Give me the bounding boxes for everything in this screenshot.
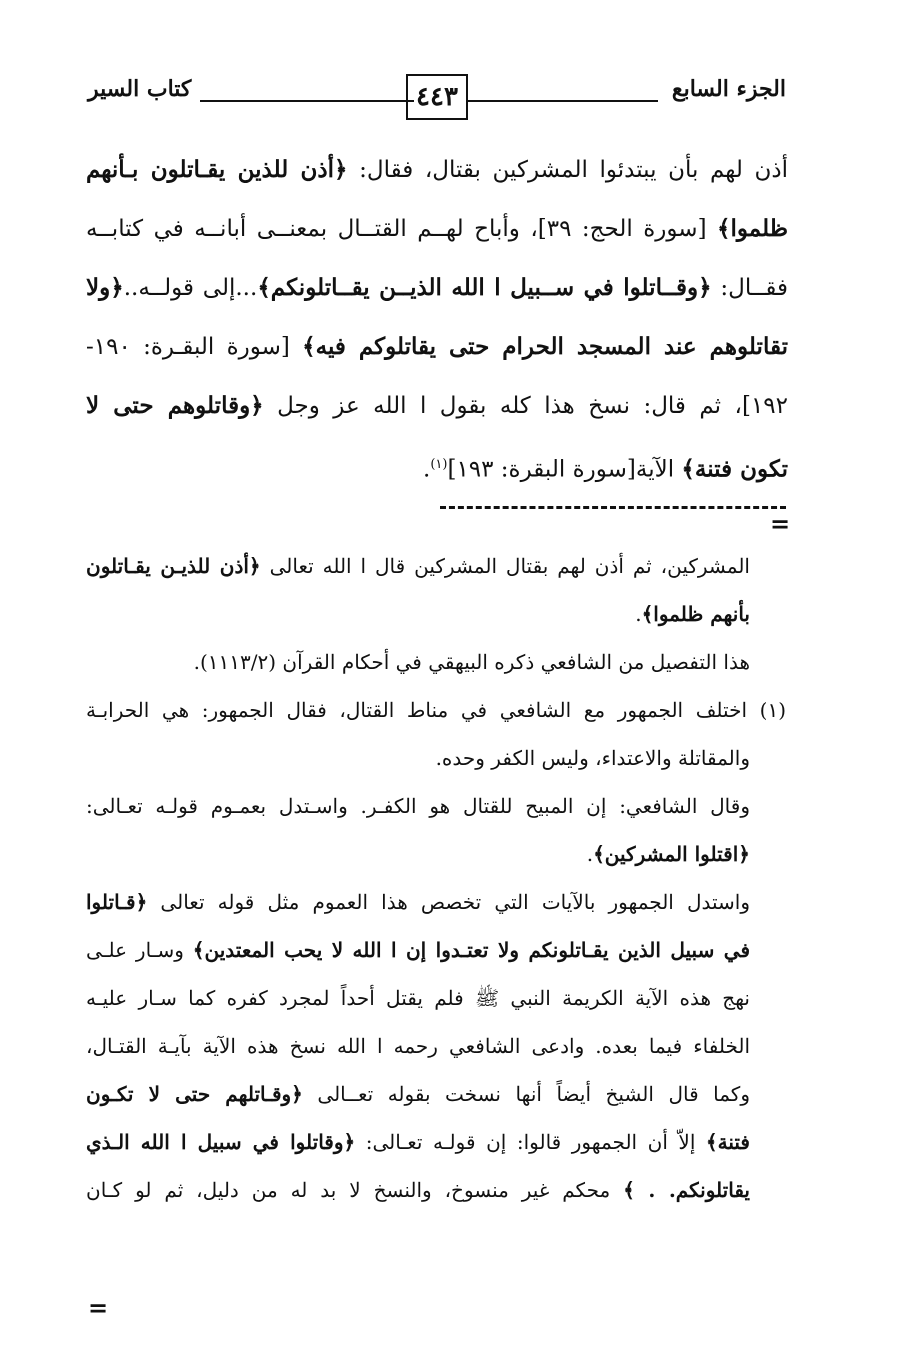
text-line: ١٩٢]، ثم قال: نسخ هذا كله بقول ا الله عز وجل ﴿وقاتلوهم حتى لا (86, 392, 788, 419)
footnote-line: نهج هذه الآية الكريمة النبي ﷺ فلم يقتل أحداً لمجرد كفره كما سـار عليـه (86, 986, 750, 1010)
text-line: ظلموا﴾ [سورة الحج: ٣٩]، وأباح لهــم القتــال بمعنــى أبانــه في كتابــه (86, 215, 788, 242)
text-line: تقاتلوهم عند المسجد الحرام حتى يقاتلوكم فيه﴾ [سورة البقـرة: ١٩٠- (86, 333, 788, 360)
footnote-line: بأنهم ظلموا﴾. (635, 602, 750, 626)
footnote-marker: (١) (430, 457, 448, 472)
footnote-line: وكما قال الشيخ أيضاً أنها نسخت بقوله تعــالى ﴿وقـاتلهم حتى لا تكـون (86, 1082, 750, 1106)
footnote-line: والمقاتلة والاعتداء، وليس الكفر وحده. (435, 746, 750, 770)
page-number: ٤٤٣ (406, 74, 468, 120)
page-header (88, 70, 786, 126)
footnotes (86, 542, 786, 1214)
footnote-line: ﴿اقتلوا المشركين﴾. (586, 842, 750, 866)
footnote-line: فتنة﴾ إلاّ أن الجمهور قالوا: إن قولـه تعـالى: ﴿وقاتلوا في سبيل ا الله الـذي (86, 1130, 750, 1154)
footnote-line: الخلفاء فيما بعده. وادعى الشافعي رحمه ا الله نسخ هذه الآية بآيـة القتـال، (86, 1034, 750, 1058)
footnote-line: يقاتلونكم. . ﴾ محكم غير منسوخ، والنسخ لا بد له من دليل، ثم لو كـان (86, 1178, 750, 1202)
main-text (86, 140, 788, 494)
text-line: فقــال: ﴿وقــاتلوا في ســبيل ا الله الذيــن يقــاتلونكم﴾...إلى قولــه..﴿ولا (86, 274, 788, 301)
book-title: كتاب السير (88, 76, 192, 102)
header-rule-right (468, 100, 658, 102)
footnote-line: المشركين، ثم أذن لهم بقتال المشركين قال ا الله تعالى ﴿أذن للذيـن يقـاتلون (86, 554, 750, 578)
text-line: تكون فتنة﴾ الآية[سورة البقرة: ١٩٣]$^{(١)}$. (423, 455, 788, 483)
footnote-line: (١) اختلف الجمهور مع الشافعي في مناط القتال، فقال الجمهور: هي الحرابـة (86, 698, 786, 722)
footnote-line: وقال الشافعي: إن المبيح للقتال هو الكفـر. واسـتدل بعمـوم قولـه تعـالى: (86, 794, 750, 818)
footnote-line: هذا التفصيل من الشافعي ذكره البيهقي في أحكام القرآن (١١١٣/٢). (193, 650, 750, 674)
continuation-mark: = (770, 509, 791, 538)
footnote-line: في سبيل الذين يقـاتلونكم ولا تعتـدوا إن ا الله لا يحب المعتدين﴾ وسـار علـى (86, 938, 751, 962)
volume-title: الجزء السابع (671, 76, 786, 102)
text-line: أذن لهم بأن يبتدئوا المشركين بقتال، فقال: ﴿أذن للذين يقـاتلون بـأنهم (86, 156, 789, 183)
continuation-mark: = (88, 1293, 109, 1322)
footnote-line: واستدل الجمهور بالآيات التي تخصص هذا العموم مثل قوله تعالى ﴿قـاتلوا (86, 890, 750, 914)
footnote-separator (440, 506, 786, 509)
header-rule-left (200, 100, 414, 102)
